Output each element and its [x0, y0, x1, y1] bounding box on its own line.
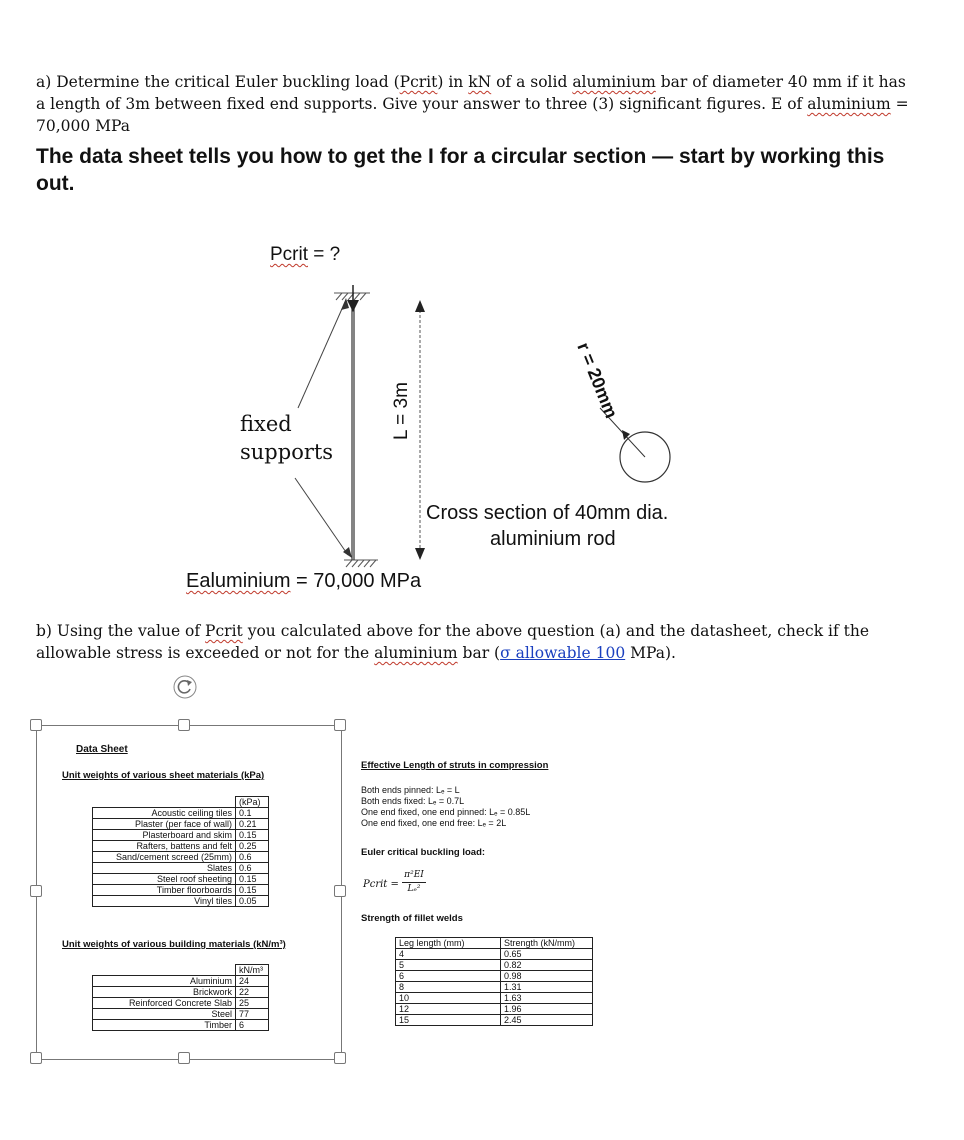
table-cell: 0.1: [236, 808, 269, 819]
table-cell: Steel: [93, 1009, 236, 1020]
table-cell: 10: [396, 993, 501, 1004]
effective-length-list: [361, 785, 530, 829]
question-b: [36, 620, 916, 664]
sheet-materials-table: [92, 796, 269, 907]
table-cell: 0.98: [501, 971, 593, 982]
table-row: [93, 885, 269, 896]
e-aluminium-label: [186, 570, 421, 593]
euler-lhs: Pcrit =: [363, 879, 399, 890]
table-cell: 0.82: [501, 960, 593, 971]
euler-numerator: π²EI: [404, 870, 424, 880]
table-row: [93, 1020, 269, 1031]
table-cell: 6: [396, 971, 501, 982]
supports-label: supports: [240, 440, 334, 464]
table-row: [396, 971, 593, 982]
top-support-hatch: [334, 293, 370, 300]
table-row: [396, 960, 593, 971]
table-header: (kPa): [236, 797, 269, 808]
table-row: [93, 808, 269, 819]
table-cell: Steel roof sheeting: [93, 874, 236, 885]
table-cell: 0.25: [236, 841, 269, 852]
table-cell: 5: [396, 960, 501, 971]
question-a-text: bar of diameter 40 mm if it has a length of 3m between fixed end supports. Give your answer to three (3) significant figures. E of: [36, 73, 906, 113]
effective-length-line: Both ends pinned: Lₑ = L: [361, 785, 460, 795]
question-b-text: MPa).: [625, 644, 676, 662]
table-cell: 12: [396, 1004, 501, 1015]
aluminium-term: aluminium: [807, 95, 891, 113]
data-sheet-hint: The data sheet tells you how to get the I for a circular section — start by working this out.: [36, 145, 885, 195]
resize-handle-tl[interactable]: [30, 719, 42, 731]
table-cell: 0.6: [236, 852, 269, 863]
table-cell: 0.21: [236, 819, 269, 830]
table-cell: 0.05: [236, 896, 269, 907]
table-cell: 22: [236, 987, 269, 998]
weld-heading: Strength of fillet welds: [361, 913, 463, 924]
table-cell: Plasterboard and skim: [93, 830, 236, 841]
table-cell: 2.45: [501, 1015, 593, 1026]
question-a: [36, 71, 916, 137]
data-sheet-title: Data Sheet: [76, 744, 128, 755]
question-a-text: a) Determine the critical Euler buckling load (: [36, 73, 400, 91]
table-header: Strength (kN/mm): [501, 938, 593, 949]
table-cell: 25: [236, 998, 269, 1009]
kn-term: kN: [468, 73, 492, 91]
sheet-materials-heading: Unit weights of various sheet materials (kPa): [62, 770, 265, 781]
resize-handle-br[interactable]: [334, 1052, 346, 1064]
table-cell: 24: [236, 976, 269, 987]
table-row: [93, 976, 269, 987]
leader-bottom: [295, 478, 348, 555]
rotate-handle-icon[interactable]: [172, 674, 198, 700]
question-b-text: bar (: [457, 644, 501, 662]
table-cell: 8: [396, 982, 501, 993]
table-cell: 0.15: [236, 874, 269, 885]
building-materials-heading: Unit weights of various building materials (kN/m³): [62, 939, 286, 950]
pcrit-term: Pcrit: [399, 73, 438, 91]
table-row: [93, 819, 269, 830]
fillet-weld-table: [395, 937, 593, 1026]
cross-section-material: aluminium rod: [490, 528, 616, 550]
table-row: [396, 982, 593, 993]
radius-label: r = 20mm: [573, 339, 622, 421]
table-cell: 0.65: [501, 949, 593, 960]
euler-denominator: Lₑ²: [407, 884, 421, 894]
table-cell: Rafters, battens and felt: [93, 841, 236, 852]
resize-handle-bm[interactable]: [178, 1052, 190, 1064]
table-cell: 0.15: [236, 830, 269, 841]
resize-handle-tm[interactable]: [178, 719, 190, 731]
table-cell: 1.96: [501, 1004, 593, 1015]
building-materials-table: [92, 964, 269, 1031]
aluminium-term: aluminium: [572, 73, 656, 91]
table-cell: Acoustic ceiling tiles: [93, 808, 236, 819]
pcrit-label: [270, 244, 340, 266]
fixed-label: fixed: [240, 412, 292, 436]
question-a-text: of a solid: [491, 73, 573, 91]
load-arrowhead: [347, 300, 359, 312]
table-row: [396, 949, 593, 960]
table-cell: Vinyl tiles: [93, 896, 236, 907]
resize-handle-ml[interactable]: [30, 885, 42, 897]
resize-handle-bl[interactable]: [30, 1052, 42, 1064]
table-cell: 6: [236, 1020, 269, 1031]
table-cell: 4: [396, 949, 501, 960]
bottom-support-hatch: [344, 560, 378, 567]
question-b-text: b) Using the value of: [36, 622, 206, 640]
table-row: [396, 993, 593, 1004]
table-row: [93, 863, 269, 874]
cross-section-label: Cross section of 40mm dia.: [426, 502, 669, 524]
euler-heading: Euler critical buckling load:: [361, 847, 486, 858]
pcrit-term: Pcrit: [270, 244, 308, 265]
table-cell: Reinforced Concrete Slab: [93, 998, 236, 1009]
effective-length-line: One end fixed, one end pinned: Lₑ = 0.85L: [361, 807, 531, 817]
table-cell: 1.63: [501, 993, 593, 1004]
table-row: [93, 896, 269, 907]
table-row: [93, 1009, 269, 1020]
effective-length-line: Both ends fixed: Lₑ = 0.7L: [361, 796, 465, 806]
table-cell: Plaster (per face of wall): [93, 819, 236, 830]
length-label: L = 3m: [391, 382, 412, 440]
table-row: [396, 1004, 593, 1015]
table-cell: Slates: [93, 863, 236, 874]
resize-handle-mr[interactable]: [334, 885, 346, 897]
question-a-text: ) in: [437, 73, 469, 91]
fraction-bar: [402, 882, 426, 883]
buckling-diagram: [0, 230, 964, 590]
table-cell: Timber: [93, 1020, 236, 1031]
table-header: Leg length (mm): [396, 938, 501, 949]
table-row: [93, 998, 269, 1009]
table-cell: 1.31: [501, 982, 593, 993]
allowable-stress-link[interactable]: σ allowable 100: [500, 644, 626, 662]
pcrit-suffix: = ?: [308, 244, 341, 265]
table-row: [396, 1015, 593, 1026]
e-aluminium-term: Ealuminium: [186, 570, 291, 592]
table-row: [93, 841, 269, 852]
pcrit-term: Pcrit: [205, 622, 243, 640]
resize-handle-tr[interactable]: [334, 719, 346, 731]
question-b-text: you calculated above for the above question (a) and the datasheet, check if the allowable stress is exceeded or not for the: [36, 622, 870, 662]
table-cell: Aluminium: [93, 976, 236, 987]
aluminium-term: aluminium: [374, 644, 458, 662]
question-a-text: = 70,000 MPa: [36, 95, 909, 135]
table-header: kN/m³: [236, 965, 269, 976]
table-cell: 77: [236, 1009, 269, 1020]
effective-length-line: One end fixed, one end free: Lₑ = 2L: [361, 818, 507, 828]
table-cell: 15: [396, 1015, 501, 1026]
table-cell: 0.15: [236, 885, 269, 896]
e-aluminium-value: = 70,000 MPa: [290, 570, 422, 592]
table-row: [93, 852, 269, 863]
table-cell: Sand/cement screed (25mm): [93, 852, 236, 863]
table-cell: 0.6: [236, 863, 269, 874]
table-row: [93, 987, 269, 998]
table-row: [93, 874, 269, 885]
table-cell: Brickwork: [93, 987, 236, 998]
effective-length-heading: Effective Length of struts in compression: [361, 760, 549, 771]
leader-top: [298, 302, 345, 408]
table-row: [93, 830, 269, 841]
table-cell: Timber floorboards: [93, 885, 236, 896]
